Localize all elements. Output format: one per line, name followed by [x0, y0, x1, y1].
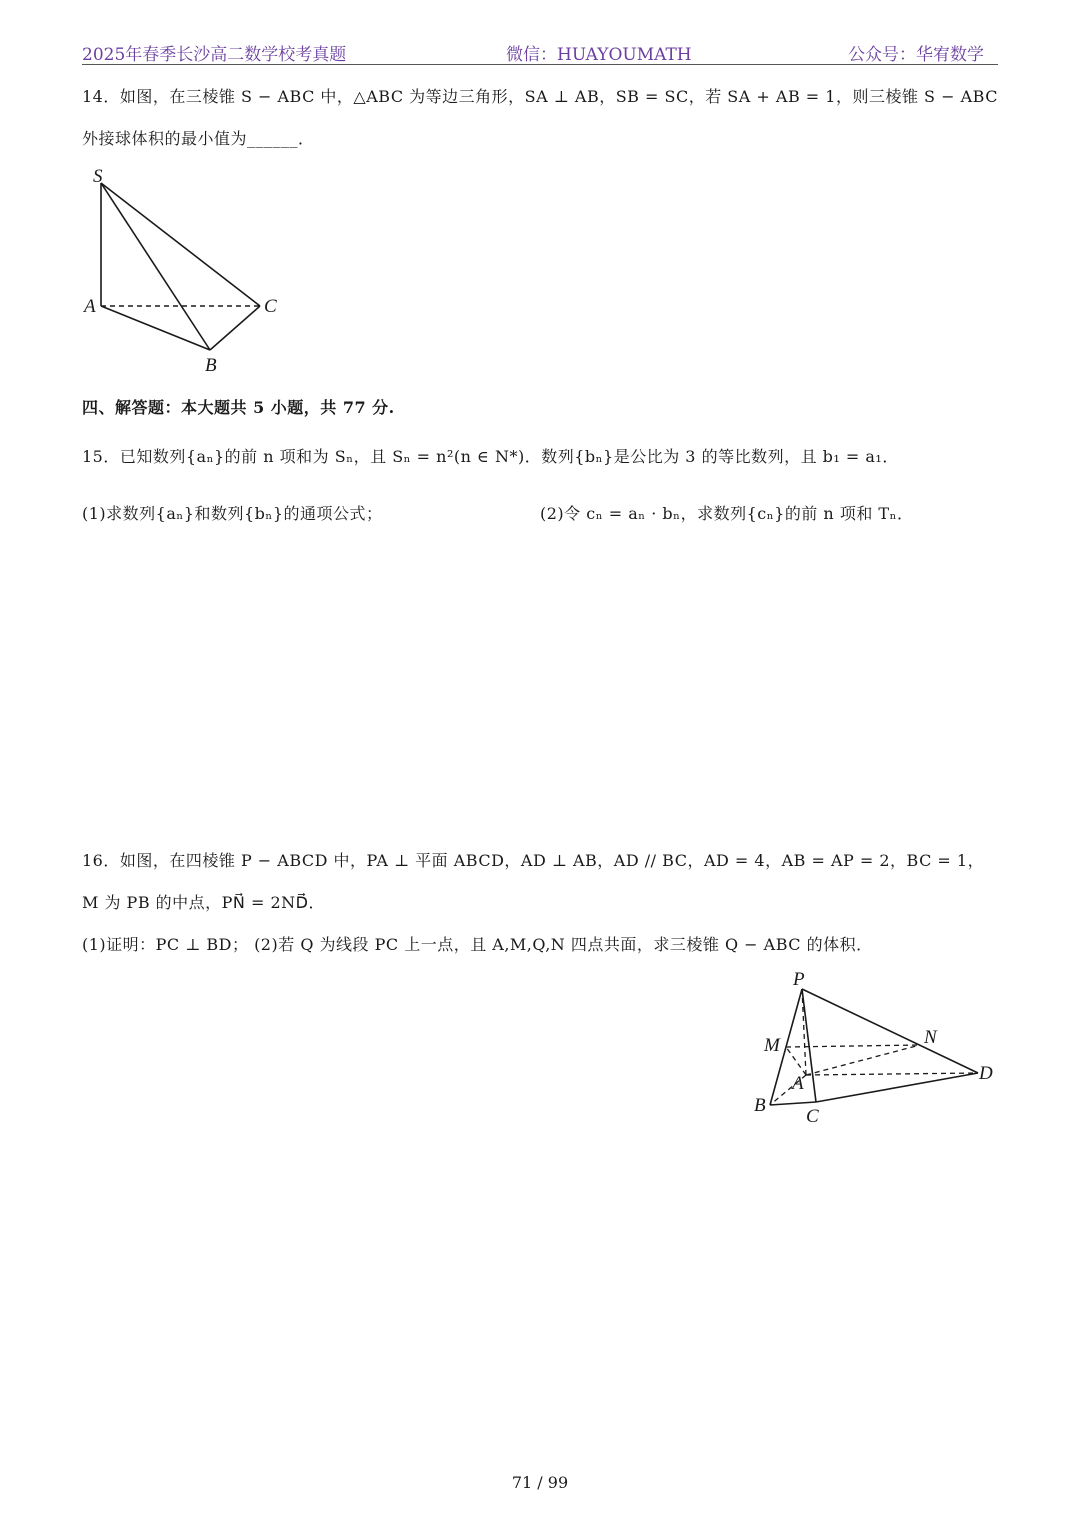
edge-PD	[802, 989, 978, 1073]
label-M: M	[764, 1035, 780, 1056]
q16-text-line1: 16．如图，在四棱锥 P − ABCD 中，PA ⊥ 平面 ABCD，AD ⊥ AB，AD // BC，AD = 4，AB = AP = 2，BC = 1，	[82, 851, 985, 870]
label-B: B	[754, 1095, 766, 1116]
q16-pyramid-figure	[740, 965, 1010, 1135]
q14-text-line1: 14．如图，在三棱锥 S − ABC 中，△ABC 为等边三角形，SA ⊥ AB，SB = SC，若 SA + AB = 1，则三棱锥 S − ABC	[82, 87, 998, 106]
label-C: C	[264, 296, 277, 317]
label-P: P	[793, 969, 805, 990]
segment-AN-hidden	[806, 1045, 920, 1075]
label-D: D	[979, 1063, 993, 1084]
edge-AD-hidden	[806, 1073, 978, 1075]
label-N: N	[924, 1027, 937, 1048]
label-C: C	[806, 1106, 819, 1127]
page-number: 71 / 99	[511, 1473, 569, 1492]
section4-title: 四、解答题：本大题共 5 小题，共 77 分.	[82, 398, 395, 417]
edge-SB	[101, 183, 210, 350]
page-header	[82, 38, 998, 65]
header-account: 公众号：华宥数学	[848, 45, 984, 65]
q15-part1: (1)求数列{aₙ}和数列{bₙ}的通项公式；	[82, 504, 383, 523]
label-A: A	[792, 1073, 804, 1094]
edge-SC	[101, 183, 260, 306]
edge-BC	[770, 1102, 816, 1105]
q16-text-line3: (1)证明：PC ⊥ BD； (2)若 Q 为线段 PC 上一点，且 A,M,Q,N 四点共面，求三棱锥 Q − ABC 的体积．	[82, 935, 873, 954]
segment-AM-hidden	[786, 1047, 806, 1075]
q14-tetrahedron-figure	[80, 160, 300, 380]
q14-text-line2: 外接球体积的最小值为______．	[82, 129, 315, 148]
q15-part2: (2)令 cₙ = aₙ · bₙ，求数列{cₙ}的前 n 项和 Tₙ．	[540, 504, 914, 523]
label-A: A	[84, 296, 96, 317]
q16-text-line2: M 为 PB 的中点，PN⃗ = 2ND⃗．	[82, 893, 325, 912]
q15-text-line1: 15．已知数列{aₙ}的前 n 项和为 Sₙ，且 Sₙ = n²(n ∈ N*)．数列{bₙ}是公比为 3 的等比数列，且 b₁ = a₁．	[82, 447, 899, 466]
label-S: S	[93, 166, 103, 187]
edge-AB	[101, 306, 210, 350]
label-B: B	[205, 355, 217, 376]
edge-CD	[816, 1073, 978, 1102]
header-wechat: 微信：HUAYOUMATH	[506, 45, 692, 65]
edge-BC	[210, 306, 260, 350]
segment-MN-hidden	[786, 1045, 920, 1047]
header-title: 2025年春季长沙高二数学校考真题	[82, 45, 347, 65]
